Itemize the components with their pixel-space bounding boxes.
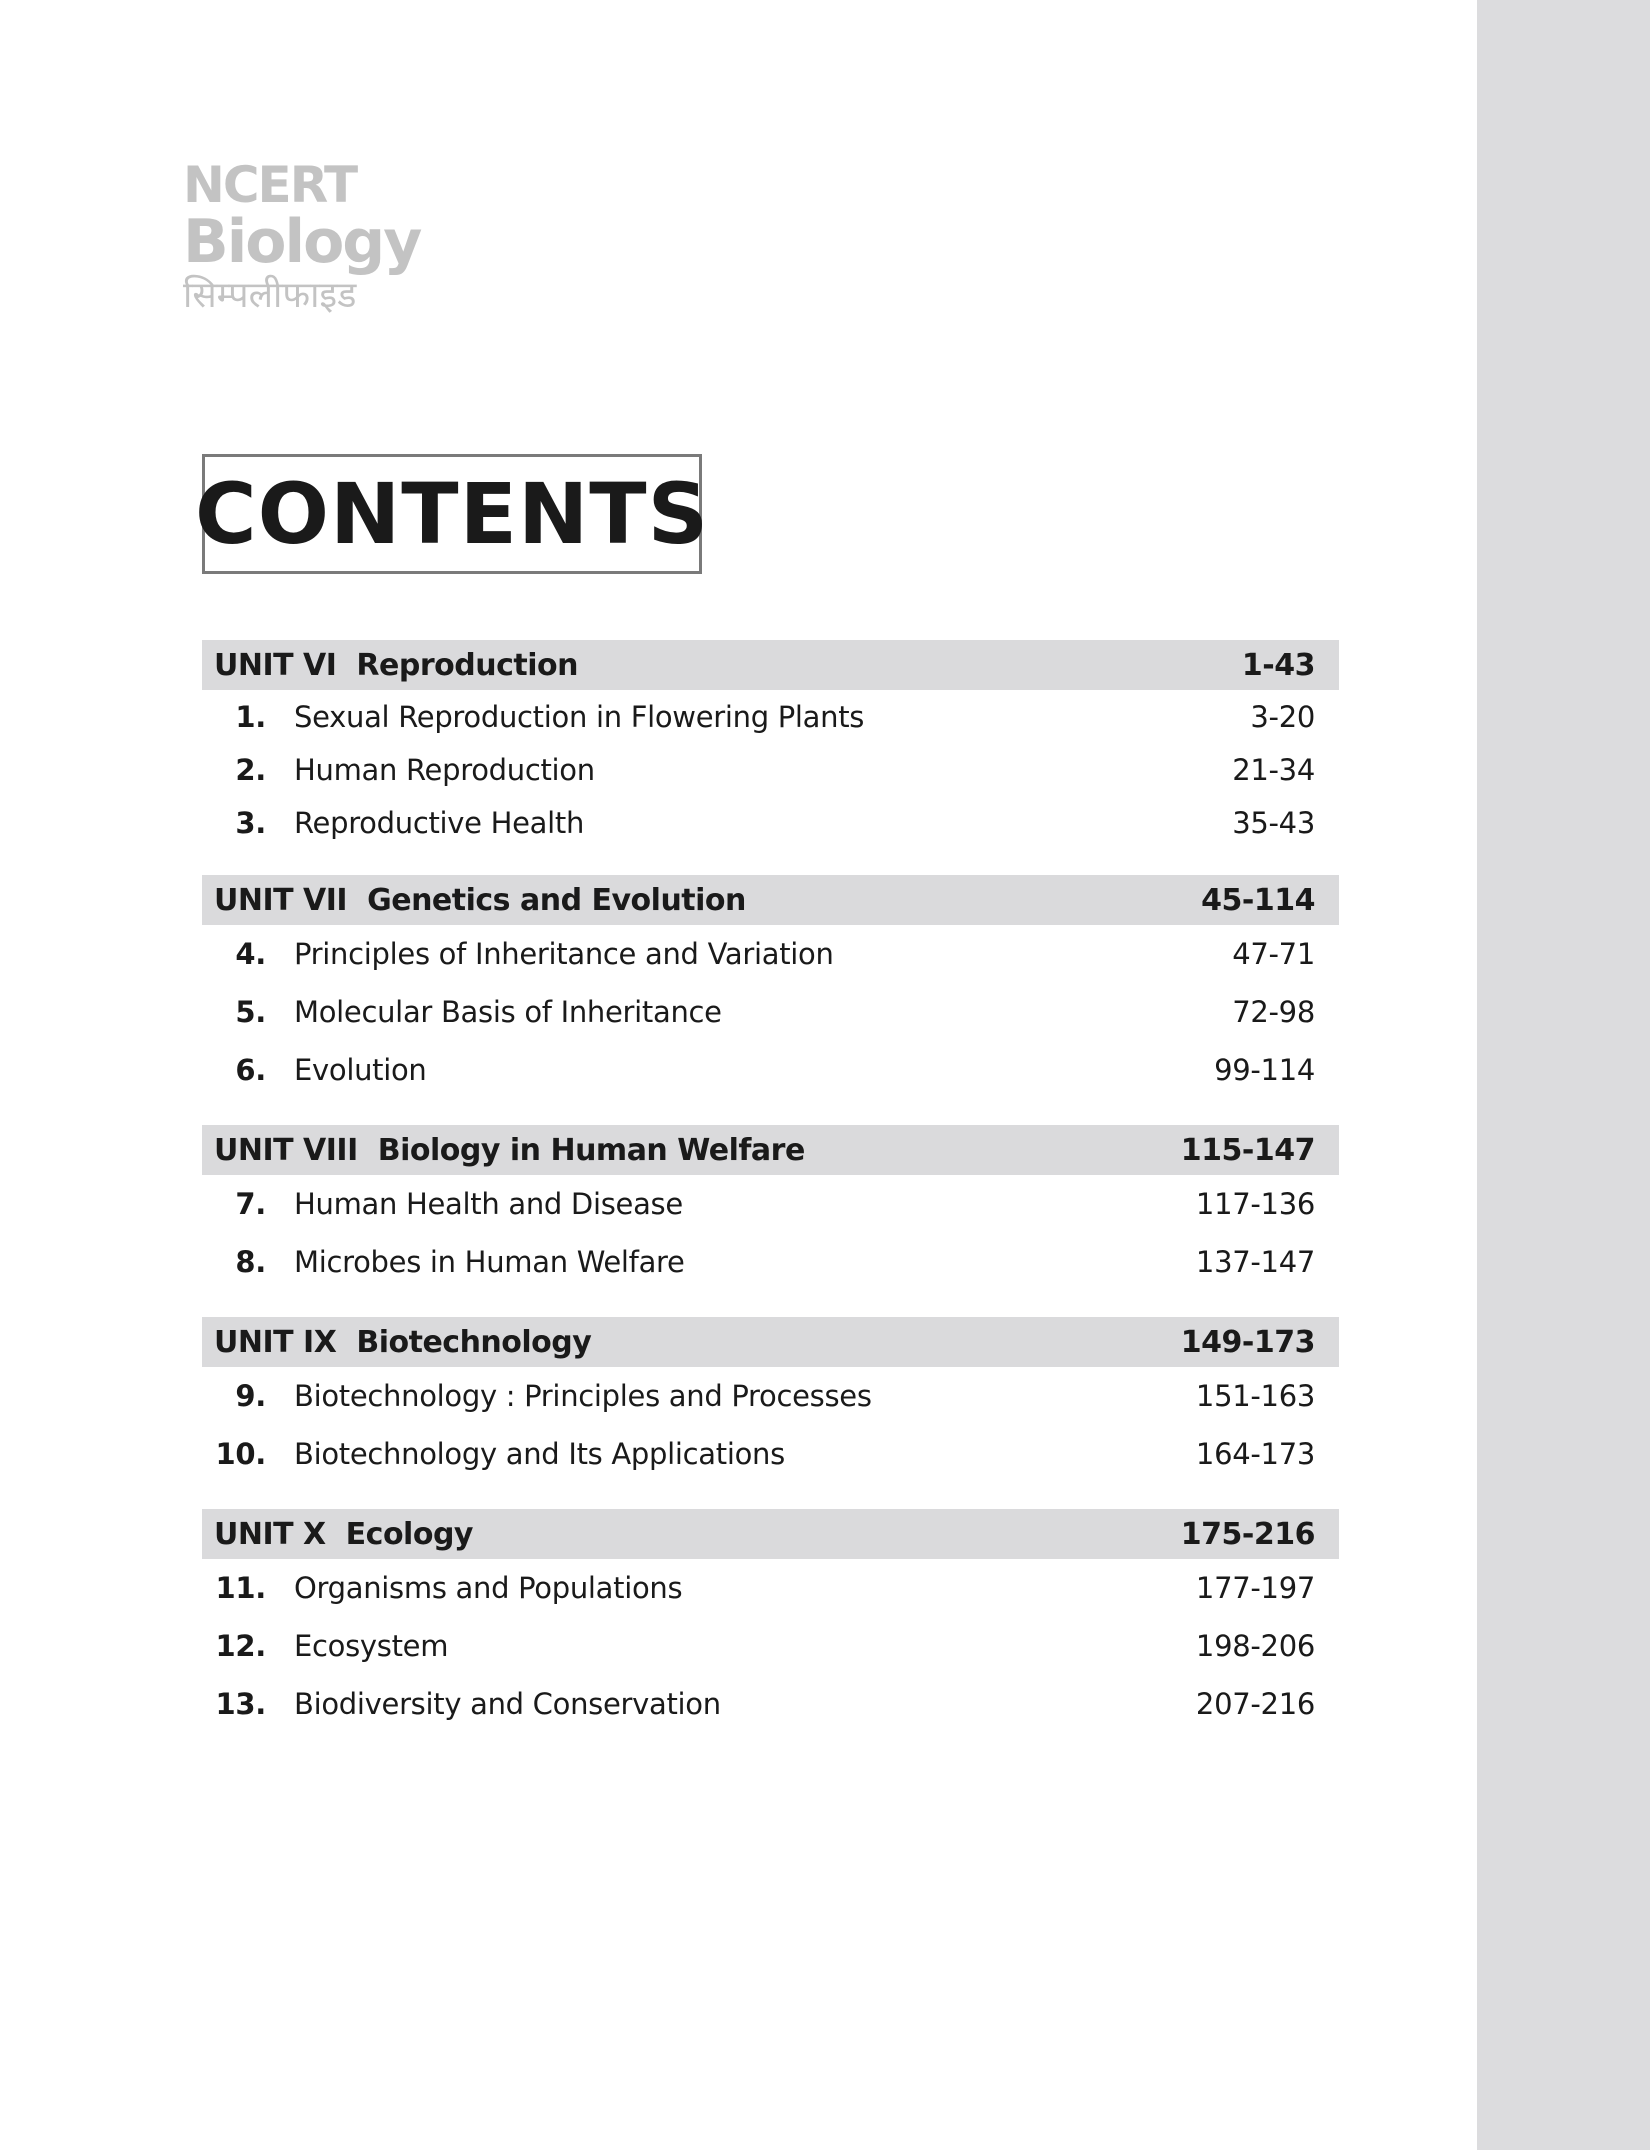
chapter-title: Principles of Inheritance and Variation — [294, 937, 834, 971]
chapter-number: 12. — [215, 1629, 266, 1663]
unit-label — [214, 1133, 805, 1168]
unit-section — [202, 1509, 1339, 1733]
unit-number: UNIT VII — [214, 882, 348, 918]
logo-line-ncert: NCERT — [183, 156, 357, 214]
chapter-title: Molecular Basis of Inheritance — [294, 995, 722, 1029]
unit-section — [202, 1317, 1339, 1483]
chapter-number: 8. — [235, 1245, 266, 1279]
chapter-row[interactable] — [202, 743, 1339, 796]
chapter-title: Sexual Reproduction in Flowering Plants — [294, 699, 865, 734]
unit-section — [202, 1125, 1339, 1291]
unit-pages: 1-43 — [1241, 647, 1315, 683]
chapter-number: 6. — [235, 1053, 266, 1087]
table-of-contents — [202, 640, 1339, 1759]
unit-section — [202, 875, 1339, 1099]
chapter-row[interactable] — [202, 983, 1339, 1041]
contents-heading-box — [194, 454, 710, 574]
chapter-title: Evolution — [294, 1053, 427, 1087]
unit-label — [214, 648, 578, 683]
chapter-pages: 164-173 — [1195, 1437, 1315, 1471]
unit-label — [214, 1325, 591, 1360]
chapter-title: Ecosystem — [294, 1629, 449, 1663]
contents-heading: CONTENTS — [194, 465, 710, 563]
unit-header[interactable] — [202, 1317, 1339, 1367]
logo-line-simplified: सिम्पलीफाइड — [183, 275, 357, 316]
chapter-pages: 198-206 — [1195, 1629, 1315, 1663]
ncert-biology-logo — [183, 156, 421, 322]
chapter-pages: 72-98 — [1232, 995, 1315, 1029]
chapter-pages: 47-71 — [1232, 937, 1315, 971]
unit-pages: 115-147 — [1180, 1132, 1315, 1168]
unit-pages: 45-114 — [1201, 882, 1315, 918]
unit-number: UNIT IX — [214, 1324, 337, 1360]
side-margin-strip — [1477, 0, 1650, 2150]
chapter-number: 11. — [215, 1571, 266, 1605]
unit-pages: 175-216 — [1180, 1516, 1315, 1552]
unit-number: UNIT VIII — [214, 1132, 358, 1168]
unit-number: UNIT VI — [214, 647, 337, 683]
chapter-title: Human Health and Disease — [294, 1187, 683, 1221]
chapter-pages: 35-43 — [1232, 805, 1315, 840]
chapter-row[interactable] — [202, 690, 1339, 743]
unit-title: Genetics and Evolution — [367, 882, 746, 918]
chapter-pages: 177-197 — [1195, 1571, 1315, 1605]
chapter-row[interactable] — [202, 925, 1339, 983]
chapter-row[interactable] — [202, 1675, 1339, 1733]
chapter-title: Organisms and Populations — [294, 1571, 683, 1605]
chapter-row[interactable] — [202, 1617, 1339, 1675]
chapter-pages: 21-34 — [1232, 752, 1315, 787]
chapter-title: Human Reproduction — [294, 752, 595, 787]
chapter-title: Microbes in Human Welfare — [294, 1245, 685, 1279]
unit-title: Reproduction — [356, 647, 578, 683]
unit-title: Biology in Human Welfare — [377, 1132, 805, 1168]
chapter-number: 13. — [215, 1687, 266, 1721]
chapter-row[interactable] — [202, 1041, 1339, 1099]
chapter-title: Biotechnology and Its Applications — [294, 1437, 785, 1471]
chapter-row[interactable] — [202, 1425, 1339, 1483]
chapter-number: 9. — [235, 1379, 266, 1413]
chapter-number: 10. — [215, 1437, 266, 1471]
chapter-pages: 99-114 — [1214, 1053, 1315, 1087]
unit-number: UNIT X — [214, 1516, 326, 1552]
chapter-row[interactable] — [202, 1367, 1339, 1425]
chapter-row[interactable] — [202, 1175, 1339, 1233]
logo-line-biology: Biology — [183, 207, 421, 277]
chapter-number: 3. — [235, 805, 266, 840]
unit-title: Ecology — [345, 1516, 473, 1552]
chapter-row[interactable] — [202, 1233, 1339, 1291]
chapter-pages: 3-20 — [1250, 699, 1315, 734]
chapter-number: 2. — [235, 752, 266, 787]
chapter-title: Reproductive Health — [294, 805, 585, 840]
chapter-pages: 137-147 — [1195, 1245, 1315, 1279]
unit-label — [214, 883, 746, 918]
unit-label — [214, 1517, 473, 1552]
unit-title: Biotechnology — [356, 1324, 592, 1360]
chapter-title: Biotechnology : Principles and Processes — [294, 1379, 872, 1413]
unit-pages: 149-173 — [1180, 1324, 1315, 1360]
chapter-number: 5. — [235, 995, 266, 1029]
chapter-pages: 117-136 — [1195, 1187, 1315, 1221]
chapter-pages: 207-216 — [1195, 1687, 1315, 1721]
unit-header[interactable] — [202, 1509, 1339, 1559]
chapter-row[interactable] — [202, 1559, 1339, 1617]
chapter-number: 4. — [235, 937, 266, 971]
unit-header[interactable] — [202, 1125, 1339, 1175]
chapter-number: 7. — [235, 1187, 266, 1221]
chapter-pages: 151-163 — [1195, 1379, 1315, 1413]
chapter-row[interactable] — [202, 796, 1339, 849]
unit-header[interactable] — [202, 875, 1339, 925]
unit-section — [202, 640, 1339, 849]
chapter-title: Biodiversity and Conservation — [294, 1687, 721, 1721]
chapter-number: 1. — [235, 699, 266, 734]
unit-header[interactable] — [202, 640, 1339, 690]
